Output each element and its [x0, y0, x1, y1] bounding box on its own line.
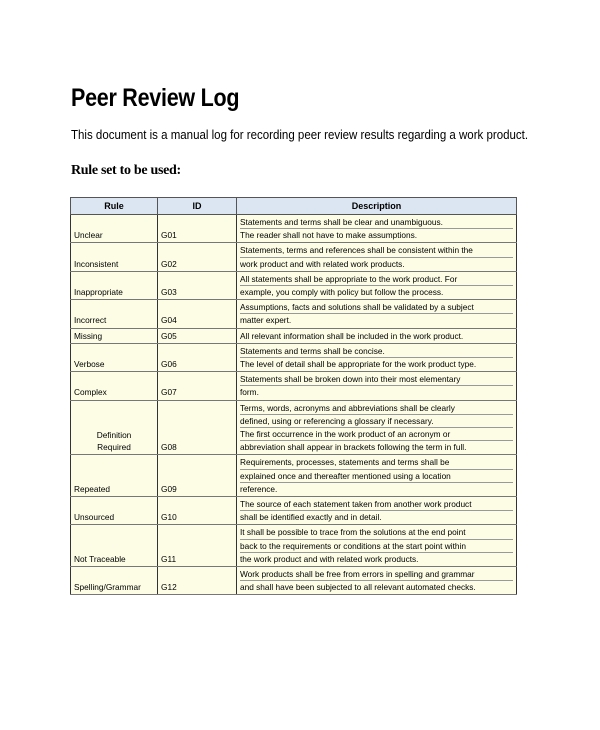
- description-line: Statements and terms shall be clear and unambiguous.: [240, 216, 513, 229]
- description-line: The reader shall not have to make assumptions.: [240, 230, 418, 241]
- rule-id-cell: G09: [158, 455, 237, 497]
- rule-name: Repeated: [74, 483, 110, 494]
- description-line: All statements shall be appropriate to the work product. For: [240, 273, 513, 286]
- description-line: example, you comply with policy but follow the process.: [240, 287, 444, 298]
- description-cell: [237, 215, 517, 243]
- description-cell: [237, 328, 517, 343]
- description-line: All relevant information shall be included in the work product.: [240, 330, 464, 341]
- rule-cell: [71, 271, 158, 299]
- description-line: Statements, terms and references shall be consistent within the: [240, 244, 513, 257]
- rule-name: Complex: [74, 387, 107, 398]
- description-line: matter expert.: [240, 315, 292, 326]
- description-cell: [237, 400, 517, 455]
- description-cell: [237, 372, 517, 400]
- description-line: Work products shall be free from errors in spelling and grammar: [240, 568, 513, 581]
- rule-id-cell: G04: [158, 300, 237, 328]
- description-line: Statements shall be broken down into their most elementary: [240, 373, 513, 386]
- description-line: defined, using or referencing a glossary if necessary.: [240, 415, 513, 428]
- table-body: [71, 215, 517, 595]
- description-line: reference.: [240, 483, 278, 494]
- rule-name: Inappropriate: [74, 287, 123, 298]
- description-line: explained once and thereafter mentioned using a location: [240, 470, 513, 483]
- rule-cell: [71, 525, 158, 567]
- table-row: [71, 525, 517, 567]
- rule-id-cell: G08: [158, 400, 237, 455]
- rule-id-cell: G10: [158, 497, 237, 525]
- rule-id-cell: G05: [158, 328, 237, 343]
- table-row: [71, 455, 517, 497]
- rule-id-cell: G11: [158, 525, 237, 567]
- rule-cell: [71, 343, 158, 371]
- document-title: Peer Review Log: [71, 84, 240, 112]
- rule-cell: [71, 400, 158, 455]
- rule-name: Unsourced: [74, 512, 115, 523]
- table-row: [71, 243, 517, 271]
- description-line: Statements and terms shall be concise.: [240, 345, 513, 358]
- table-row: [71, 497, 517, 525]
- rule-cell: [71, 497, 158, 525]
- rule-cell: [71, 372, 158, 400]
- header-id: ID: [158, 198, 237, 215]
- description-line: Requirements, processes, statements and terms shall be: [240, 456, 513, 469]
- description-line: Assumptions, facts and solutions shall be validated by a subject: [240, 301, 513, 314]
- description-line: It shall be possible to trace from the solutions at the end point: [240, 526, 513, 539]
- description-line: Terms, words, acronyms and abbreviations shall be clearly: [240, 402, 513, 415]
- rule-cell: [71, 243, 158, 271]
- description-line: The source of each statement taken from another work product: [240, 498, 513, 511]
- header-rule: Rule: [71, 198, 158, 215]
- rule-name: Not Traceable: [74, 553, 126, 564]
- rule-cell: [71, 455, 158, 497]
- document-intro: This document is a manual log for recording peer review results regarding a work product.: [71, 128, 529, 142]
- description-cell: [237, 300, 517, 328]
- rule-id-cell: G02: [158, 243, 237, 271]
- peer-review-table: [70, 197, 517, 595]
- description-line: work product and with related work products.: [240, 258, 405, 269]
- rule-id-cell: G03: [158, 271, 237, 299]
- table-row: [71, 271, 517, 299]
- rule-name: Verbose: [74, 359, 105, 370]
- table-row: [71, 300, 517, 328]
- description-cell: [237, 243, 517, 271]
- rule-cell: [71, 300, 158, 328]
- table-row: [71, 328, 517, 343]
- rule-id-cell: G06: [158, 343, 237, 371]
- rule-cell: [71, 215, 158, 243]
- rule-name: Missing: [74, 330, 103, 341]
- ruleset-heading: Rule set to be used:: [71, 163, 181, 178]
- description-line: abbreviation shall appear in brackets following the term in full.: [240, 442, 467, 453]
- table-row: [71, 400, 517, 455]
- description-cell: [237, 525, 517, 567]
- description-cell: [237, 497, 517, 525]
- rule-id-cell: G01: [158, 215, 237, 243]
- table-header-row: [71, 198, 517, 215]
- rule-name: Spelling/Grammar: [74, 582, 141, 593]
- rule-name: Required: [97, 442, 131, 453]
- rule-name: Unclear: [74, 230, 103, 241]
- table-row: [71, 567, 517, 595]
- rule-cell: [71, 567, 158, 595]
- description-cell: [237, 455, 517, 497]
- table-row: [71, 372, 517, 400]
- table-row: [71, 215, 517, 243]
- description-cell: [237, 271, 517, 299]
- rule-id-cell: G12: [158, 567, 237, 595]
- description-line: The first occurrence in the work product of an acronym or: [240, 428, 513, 441]
- description-line: and shall have been subjected to all relevant automated checks.: [240, 582, 476, 593]
- rule-name: Incorrect: [74, 315, 107, 326]
- description-cell: [237, 343, 517, 371]
- description-line: The level of detail shall be appropriate for the work product type.: [240, 359, 477, 370]
- rule-name: Definition: [96, 430, 132, 441]
- table-row: [71, 343, 517, 371]
- description-line: form.: [240, 387, 259, 398]
- description-cell: [237, 567, 517, 595]
- rule-name: Inconsistent: [74, 258, 119, 269]
- description-line: back to the requirements or conditions at the start point within: [240, 540, 513, 553]
- header-description: Description: [237, 198, 517, 215]
- rule-id-cell: G07: [158, 372, 237, 400]
- description-line: the work product and with related work products.: [240, 553, 419, 564]
- description-line: shall be identified exactly and in detail.: [240, 512, 382, 523]
- rule-cell: [71, 328, 158, 343]
